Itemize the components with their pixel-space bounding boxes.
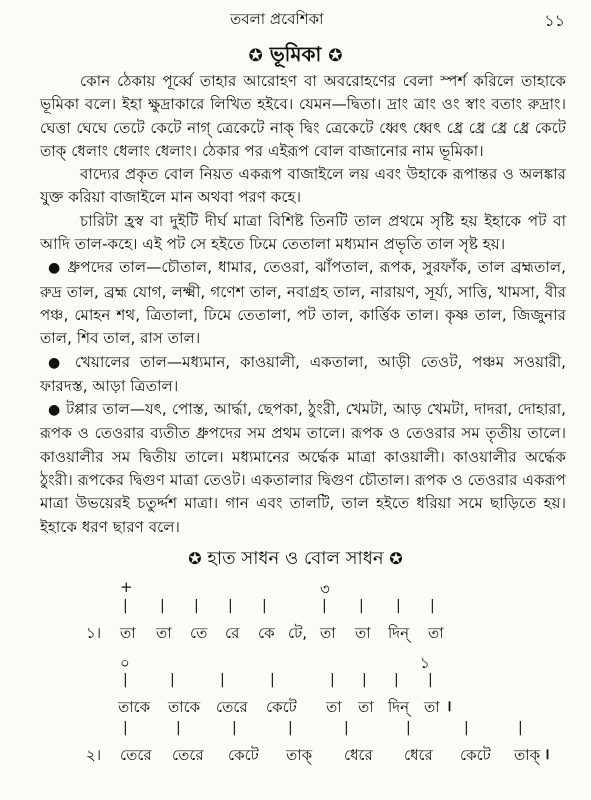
- bol: তা: [355, 624, 371, 642]
- beat-bar: |: [430, 598, 435, 614]
- beat-bar: |: [232, 720, 237, 736]
- bol: তে: [190, 624, 208, 642]
- bol: তা: [358, 698, 374, 716]
- beat-bar: |: [194, 598, 199, 614]
- beat-bar: |: [228, 598, 233, 614]
- beat-bar: |: [330, 672, 335, 688]
- beat-bar: |: [270, 672, 275, 688]
- book-title: তবলা প্রবেশিকা: [230, 10, 324, 28]
- bol: তাক্: [514, 746, 541, 764]
- beat-bar: |: [123, 720, 128, 736]
- beat-bar: |: [344, 720, 349, 736]
- beat-bar: |: [464, 720, 469, 736]
- khali-mark: ০: [120, 654, 130, 672]
- bol: দিন্: [388, 624, 410, 642]
- bol: তাকে: [118, 698, 151, 716]
- beat-bar: |: [428, 672, 433, 688]
- heading-text: ভূমিকা: [269, 42, 322, 66]
- bol: তেরে: [216, 698, 248, 716]
- beat-bar: |: [220, 672, 225, 688]
- bol: তা: [326, 698, 342, 716]
- paragraph-text: ধ্রুপদের তাল—চৌতাল, ধামার, তেওরা, ঝাঁপতাল, রূপক, সুরফাঁক, তাল ব্রহ্মতাল, রুদ্র তাল, ব্রহ্ম যোগ, লক্ষ্মী, গণেশ তাল, নবাগ্রহ তাল, নারায়ণ, সূর্য্য, সাত্তি, খামসা, বীর পঞ্চ, মোহন শথ, ত্রিতালা, ঢিমে তেতালা, পট তাল, কার্ত্তিক তাল। কৃষ্ণ তাল, জিজুনার তাল, শিব তাল, রাস তাল।: [40, 258, 567, 348]
- bol: তা: [428, 624, 444, 642]
- star-ornament-icon: ✪: [248, 46, 263, 66]
- paragraph-text: টপ্পার তাল—যৎ, পোস্ত, আর্দ্ধা, ছেপকা, ঠুংরী, খেমটা, আড় খেমটা, দাদরা, দোহারা, রূপক ও তেওরার ব্যতীত ধ্রুপদের সম প্রথম তালে। রূপক ও তেওরার সম তৃতীয় তালে। কাওয়ালীর সম দ্বিতীয় তালে। মধ্যমানের অর্দ্ধেক মাত্রা কাওয়ালী। কাওয়ালীর অর্দ্ধেক ঠুংরী। রূপকের দ্বিগুণ মাত্রা তেওট। একতালার দ্বিগুণ চৌতাল। রূপক ও তেওরার একরূপ মাত্রা উভয়েরই চতুর্দ্দশ মাত্রা। গান এবং তালটি, তাল হইতে ধরিয়া সমে ছাড়িতে হয়। ইহাকে ধরণ ছারণ বলে।: [40, 400, 567, 536]
- star-ornament-icon: ✪: [188, 549, 202, 568]
- bol: কেটে: [228, 746, 259, 764]
- beat-bar: |: [362, 672, 367, 688]
- paragraph: কোন ঠেকায় পূর্ব্বে তাহার আরোহণ বা অবরোহণের বেলা স্পর্শ করিলে তাহাকে ভূমিকা বলে। ইহা ক্ষুদ্রাকারে লিখিত হইবে। যেমন—দ্বিতা। দ্রাং ত্রাং ওং স্বাং বতাং রুদ্রাং। ঘেত্তা ঘেঘে তেটে কেটে নাগ্ ত্রেকেটে নাক্ দ্বিং ত্রেকেটে ধ্বেৎ ধ্বেৎ ধ্রে ধ্রে ধ্রে ধ্রে কেটে তাক্ ধেলাং ধেলাং ধেলাং। ঠেকার পর এইরূপ বোল বাজানোর নাম ভূমিকা।: [40, 72, 566, 160]
- bol: রে: [225, 624, 240, 642]
- paragraph: চারিটা হ্রস্ব বা দুইটি দীর্ঘ মাত্রা বিশিষ্ট তিনটি তাল প্রথমে সৃষ্টি হয় ইহাকে পট বা আদি তাল-কহে। এই পট সে হইতে ঢিমে তেতালা মধ্যমান প্রভৃতি তাল সৃষ্ট হয়।: [40, 211, 566, 254]
- bol: কেটে: [266, 698, 297, 716]
- danda: ।: [446, 697, 452, 715]
- beat-bar: |: [262, 598, 267, 614]
- tali-mark: ১: [420, 654, 430, 672]
- bol: টে,: [288, 624, 308, 642]
- tali-mark: +: [120, 578, 133, 596]
- bol: কেটে: [460, 746, 491, 764]
- bullet-icon: ●: [48, 354, 66, 371]
- bol: তেরে: [172, 746, 204, 764]
- beat-bar: |: [322, 598, 327, 614]
- star-ornament-icon: ✪: [328, 46, 343, 66]
- bol: ধেরে: [404, 746, 433, 764]
- beat-bar: |: [170, 672, 175, 688]
- beat-bar: |: [288, 720, 293, 736]
- beat-bar: |: [176, 720, 181, 736]
- tali-mark: ৩: [320, 580, 330, 598]
- beat-bar: |: [123, 672, 128, 688]
- bol: তা: [156, 624, 172, 642]
- danda: ।: [544, 745, 550, 763]
- beat-bar: |: [160, 598, 165, 614]
- bol: তা: [320, 624, 336, 642]
- bol: তা: [120, 624, 136, 642]
- bol: তা: [424, 698, 440, 716]
- bol: তেরে: [120, 746, 152, 764]
- heading-text: হাত সাধন ও বোল সাধন: [207, 548, 384, 569]
- row-number: ১।: [86, 624, 102, 642]
- beat-bar: |: [359, 598, 364, 614]
- bullet-icon: ●: [48, 402, 61, 419]
- bullet-icon: ●: [48, 260, 62, 277]
- beat-bar: |: [123, 598, 128, 614]
- paragraph: বাদ্যের প্রকৃত বোল নিয়ত একরূপ বাজাইলে লয় এবং উহাকে রূপান্তর ও অলঙ্কার যুক্ত করিয়া বাজাইলে মান অথবা পরণ কহে।: [40, 165, 566, 207]
- star-ornament-icon: ✪: [389, 549, 403, 568]
- beat-bar: |: [518, 720, 523, 736]
- page-number: ১১: [544, 11, 565, 30]
- bol: দিন্: [388, 698, 410, 716]
- bol: তাকে: [168, 698, 201, 716]
- row-number: ২।: [86, 746, 102, 764]
- paragraph-text: খেয়ালের তাল—মধ্যমান, কাওয়ালী, একতালা, আড়ী তেওট, পঞ্চম সওয়ারী, ফারদস্ত, আড়া ত্রিতাল।: [40, 352, 567, 395]
- beat-bar: |: [394, 672, 399, 688]
- bol: তাক্: [286, 746, 313, 764]
- bol: ধেরে: [344, 746, 373, 764]
- bol: কে: [258, 624, 275, 642]
- beat-bar: |: [406, 720, 411, 736]
- beat-bar: |: [396, 598, 401, 614]
